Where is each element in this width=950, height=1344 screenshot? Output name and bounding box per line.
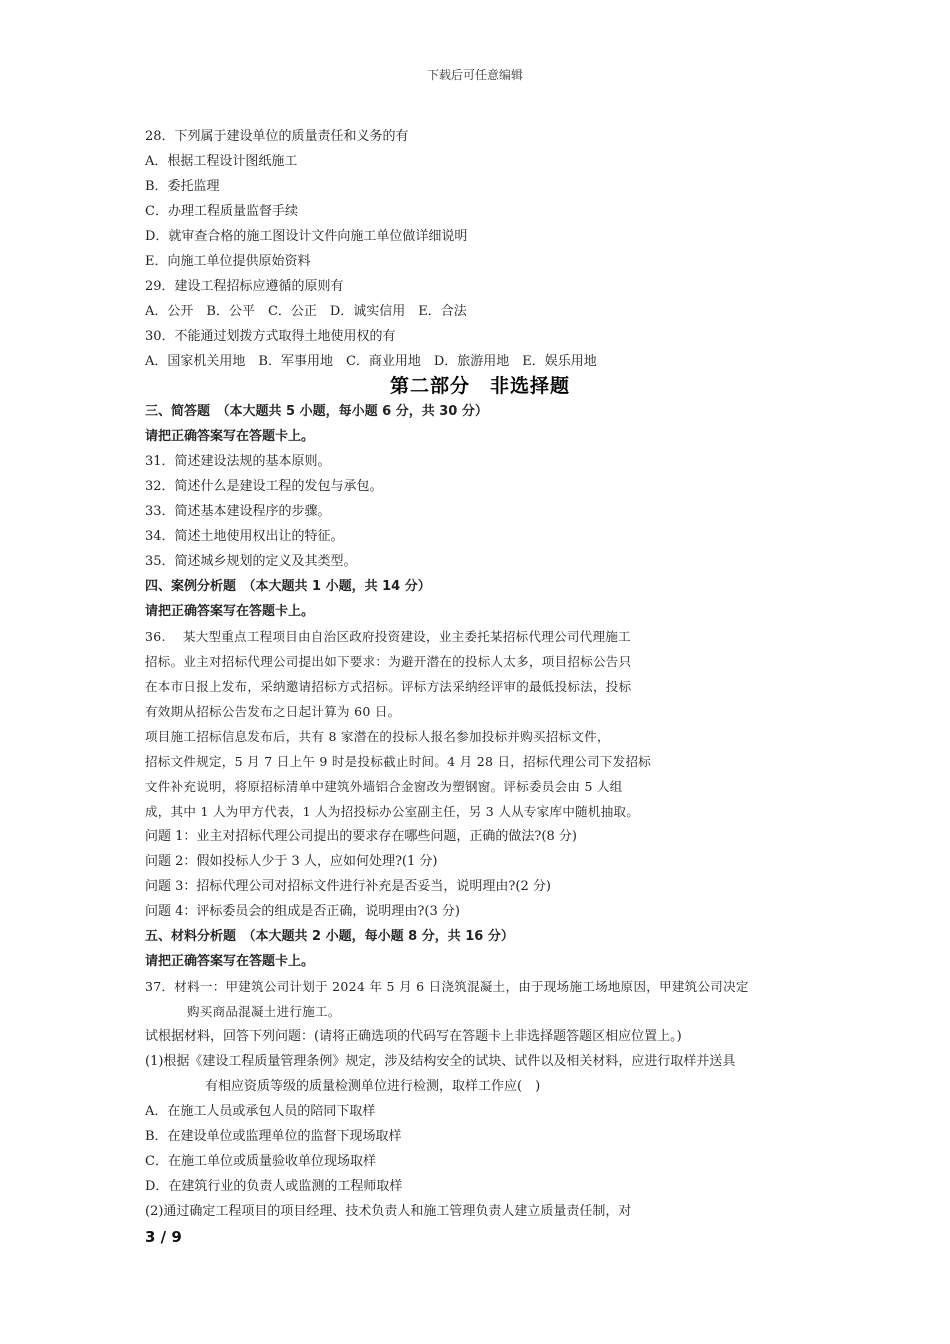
page-header: 下载后可任意编辑 bbox=[426, 68, 523, 82]
subquestion-1-option-c: C．在施工单位或质量验收单位现场取样 bbox=[145, 1154, 376, 1169]
section-3-heading: 三、简答题 （本大题共 5 小题，每小题 6 分，共 30 分） bbox=[145, 404, 488, 419]
question-31: 31．简述建设法规的基本原则。 bbox=[145, 454, 331, 469]
case-question-1: 问题 1：业主对招标代理公司提出的要求存在哪些问题，正确的做法?(8 分) bbox=[145, 829, 577, 844]
subquestion-1-line-1: (1)根据《建设工程质量管理条例》规定，涉及结构安全的试块、试件以及相关材料，应进行取样并送具 bbox=[145, 1054, 736, 1069]
option-28a: A．根据工程设计图纸施工 bbox=[145, 154, 298, 169]
case-text-line: 成，其中 1 人为甲方代表，1 人为招投标办公室副主任，另 3 人从专家库中随机抽取。 bbox=[145, 804, 640, 819]
case-text-line: 招标文件规定，5 月 7 日上午 9 时是投标截止时间。4 月 28 日，招标代理公司下发招标 bbox=[145, 754, 652, 769]
question-34: 34．简述土地使用权出让的特征。 bbox=[145, 529, 344, 544]
question-30: 30．不能通过划拨方式取得土地使用权的有 bbox=[145, 329, 396, 344]
page-content bbox=[145, 124, 815, 1224]
question-32: 32．简述什么是建设工程的发包与承包。 bbox=[145, 479, 383, 494]
case-text-line: 招标。业主对招标代理公司提出如下要求：为避开潜在的投标人太多，项目招标公告只 bbox=[145, 654, 632, 669]
subquestion-1-option-a: A．在施工人员或承包人员的陪同下取样 bbox=[145, 1104, 376, 1119]
option-28d: D．就审查合格的施工图设计文件向施工单位做详细说明 bbox=[145, 229, 468, 244]
subquestion-1-line-2: 有相应资质等级的质量检测单位进行检测，取样工作应( ) bbox=[205, 1079, 541, 1094]
part-two-title: 第二部分 非选择题 bbox=[389, 375, 570, 397]
question-28: 28．下列属于建设单位的质量责任和义务的有 bbox=[145, 129, 409, 144]
option-28e: E．向施工单位提供原始资料 bbox=[145, 254, 311, 269]
subquestion-1-option-d: D．在建筑行业的负责人或监测的工程师取样 bbox=[145, 1179, 403, 1194]
case-text-line: 文件补充说明，将原招标清单中建筑外墙铝合金窗改为塑钢窗。评标委员会由 5 人组 bbox=[145, 779, 623, 794]
page-number: 3 / 9 bbox=[145, 1228, 182, 1246]
question-37-line-2: 购买商品混凝土进行施工。 bbox=[187, 1004, 341, 1019]
options-30: A．国家机关用地 B．军事用地 C．商业用地 D．旅游用地 E．娱乐用地 bbox=[145, 354, 597, 369]
option-28c: C．办理工程质量监督手续 bbox=[145, 204, 298, 219]
section-4-heading: 四、案例分析题 （本大题共 1 小题，共 14 分） bbox=[145, 579, 431, 594]
case-question-4: 问题 4：评标委员会的组成是否正确，说明理由?(3 分) bbox=[145, 904, 460, 919]
case-text-line: 在本市日报上发布，采纳邀请招标方式招标。评标方法采纳经评审的最低投标法，投标 bbox=[145, 679, 632, 694]
case-text-line: 项目施工招标信息发布后，共有 8 家潜在的投标人报名参加投标并购买招标文件， bbox=[145, 729, 610, 744]
case-text-line: 36. 某大型重点工程项目由自治区政府投资建设，业主委托某招标代理公司代理施工 bbox=[145, 629, 631, 644]
subquestion-2-line-1: (2)通过确定工程项目的项目经理、技术负责人和施工管理负责人建立质量责任制，对 bbox=[145, 1204, 632, 1219]
case-text-line: 有效期从招标公告发布之日起计算为 60 日。 bbox=[145, 704, 401, 719]
section-5-instruction: 请把正确答案写在答题卡上。 bbox=[145, 954, 315, 969]
question-33: 33．简述基本建设程序的步骤。 bbox=[145, 504, 331, 519]
question-29: 29．建设工程招标应遵循的原则有 bbox=[145, 279, 344, 294]
question-37-line-1: 37．材料一：甲建筑公司计划于 2024 年 5 月 6 日浇筑混凝土，由于现场施工场地原因，甲建筑公司决定 bbox=[145, 979, 749, 994]
options-29: A．公开 B．公平 C．公正 D．诚实信用 E．合法 bbox=[145, 304, 467, 319]
question-37-instruction: 试根据材料，回答下列问题：(请将正确选项的代码写在答题卡上非选择题答题区相应位置上。) bbox=[145, 1029, 682, 1044]
question-35: 35．简述城乡规划的定义及其类型。 bbox=[145, 554, 357, 569]
section-3-instruction: 请把正确答案写在答题卡上。 bbox=[145, 429, 315, 444]
section-5-heading: 五、材料分析题 （本大题共 2 小题，每小题 8 分，共 16 分） bbox=[145, 929, 514, 944]
subquestion-1-option-b: B．在建设单位或监理单位的监督下现场取样 bbox=[145, 1129, 402, 1144]
option-28b: B．委托监理 bbox=[145, 179, 220, 194]
case-question-3: 问题 3：招标代理公司对招标文件进行补充是否妥当，说明理由?(2 分) bbox=[145, 879, 551, 894]
section-4-instruction: 请把正确答案写在答题卡上。 bbox=[145, 604, 315, 619]
case-question-2: 问题 2：假如投标人少于 3 人，应如何处理?(1 分) bbox=[145, 854, 438, 869]
